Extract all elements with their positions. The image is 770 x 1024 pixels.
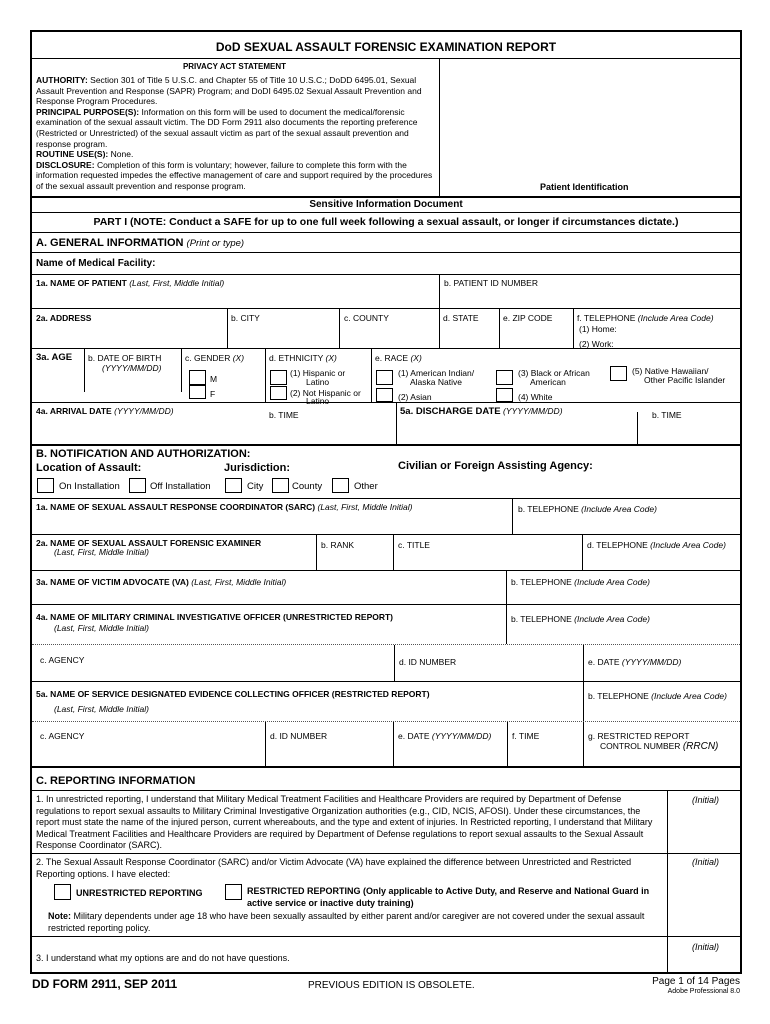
evidence-officer-name-label: 5a. NAME OF SERVICE DESIGNATED EVIDENCE COLLECTING OFFICER (RESTRICTED REPORT) — [36, 689, 430, 699]
safe-examiner-telephone-field[interactable] — [583, 534, 740, 570]
zip-code-label: e. ZIP CODE — [503, 313, 553, 323]
safe-examiner-title-field[interactable] — [394, 534, 582, 570]
victim-advocate-telephone-field[interactable] — [507, 570, 740, 604]
arrival-date-field[interactable] — [32, 402, 265, 444]
investigative-officer-telephone-label: b. TELEPHONE (Include Area Code) — [511, 614, 650, 624]
race-white-label: (4) White — [518, 392, 553, 402]
county-jurisdiction-label: County — [292, 481, 323, 492]
patient-id-field[interactable] — [440, 274, 740, 308]
sarc-name-label: 1a. NAME OF SEXUAL ASSAULT RESPONSE COORDINATOR (SARC) (Last, First, Middle Initial) — [36, 502, 413, 512]
evidence-officer-telephone-label: b. TELEPHONE (Include Area Code) — [588, 691, 727, 701]
arrival-date-label: 4a. ARRIVAL DATE (YYYY/MM/DD) — [36, 406, 174, 416]
form-title: DoD SEXUAL ASSAULT FORENSIC EXAMINATION REPORT — [215, 40, 557, 54]
city-label: b. CITY — [231, 313, 260, 323]
item-3-initial-field[interactable] — [668, 936, 740, 972]
rrcn-field[interactable] — [584, 722, 740, 766]
evidence-time-label: f. TIME — [512, 731, 540, 741]
race-asian-label: (2) Asian — [398, 392, 432, 402]
telephone-label: f. TELEPHONE (Include Area Code) — [577, 313, 714, 323]
city-field[interactable] — [228, 308, 339, 348]
victim-advocate-name-label: 3a. NAME OF VICTIM ADVOCATE (VA) (Last, First, Middle Initial) — [36, 577, 287, 587]
other-jurisdiction-label: Other — [354, 481, 378, 492]
unrestricted-reporting-checkbox[interactable] — [54, 884, 71, 900]
not-hispanic-label: (2) Not Hispanic or — [290, 388, 361, 398]
race-native-hawaiian-checkbox[interactable] — [610, 366, 627, 381]
state-field[interactable] — [440, 308, 499, 348]
investigative-id-number-label: d. ID NUMBER — [399, 657, 457, 667]
race-white-checkbox[interactable] — [496, 388, 513, 402]
gender-f-label: F — [210, 389, 216, 399]
safe-examiner-title-label: c. TITLE — [398, 540, 430, 550]
victim-advocate-name-field[interactable] — [32, 570, 506, 604]
discharge-time-field[interactable] — [638, 402, 740, 444]
discharge-time-label: b. TIME — [652, 410, 682, 420]
part1-note: PART I (NOTE: Conduct a SAFE for up to one full week following a sexual assault, or longer if circumstances dictate.) — [93, 216, 679, 228]
race-american-indian-label-2: Alaska Native — [410, 377, 462, 387]
city-checkbox[interactable] — [225, 478, 242, 493]
evidence-agency-label: c. AGENCY — [40, 731, 85, 741]
safe-examiner-rank-label: b. RANK — [321, 540, 355, 550]
hispanic-checkbox[interactable] — [270, 370, 287, 385]
race-american-indian-checkbox[interactable] — [376, 370, 393, 385]
home-phone-label[interactable]: (1) Home: — [579, 324, 617, 334]
gender-label: c. GENDER (X) — [185, 353, 245, 363]
sensitive-info-label: Sensitive Information Document — [309, 199, 463, 210]
safe-examiner-rank-field[interactable] — [317, 534, 393, 570]
reporting-item-1: 1. In unrestricted reporting, I understand that Military Medical Treatment Facilities and Healthcare Providers are required by Department of Defense regulations to report sexual assaults to Military Criminal Investigative Organization authorities (e.g., CID, NCIS, AFOSI). Under these circumstances, the report must state the name of the injured person, current whereabouts, and the type and extent of injuries. In Restricted reporting, I understand that Military Medical Treatment Facilities and Healthcare Providers are required by Department of Defense regulations to report sexual assaults to the Sexual Assault Response Coordinator (SARC). — [36, 794, 653, 850]
dob-label: b. DATE OF BIRTH — [88, 353, 162, 363]
item-2-initial-label: (Initial) — [692, 857, 720, 867]
work-phone-label[interactable]: (2) Work: — [579, 339, 614, 349]
evidence-time-field[interactable] — [508, 722, 583, 766]
hispanic-label-2: Latino — [306, 377, 330, 387]
race-native-hawaiian-label: (5) Native Hawaiian/ — [632, 366, 709, 376]
sarc-telephone-label: b. TELEPHONE (Include Area Code) — [518, 504, 657, 514]
investigative-officer-name-note: (Last, First, Middle Initial) — [54, 623, 149, 633]
investigative-agency-label: c. AGENCY — [40, 655, 85, 665]
other-checkbox[interactable] — [332, 478, 349, 493]
evidence-officer-telephone-field[interactable] — [584, 681, 740, 721]
evidence-date-field[interactable] — [394, 722, 507, 766]
off-installation-label: Off Installation — [150, 481, 211, 492]
race-black-label-2: American — [530, 377, 566, 387]
safe-examiner-name-note: (Last, First, Middle Initial) — [54, 547, 149, 557]
evidence-officer-name-note: (Last, First, Middle Initial) — [54, 704, 149, 714]
section-c-title: C. REPORTING INFORMATION — [36, 775, 196, 787]
off-installation-checkbox[interactable] — [129, 478, 146, 493]
software-note: Adobe Professional 8.0 — [667, 988, 740, 995]
not-hispanic-checkbox[interactable] — [270, 386, 287, 400]
privacy-statement: AUTHORITY: Section 301 of Title 5 U.S.C. and Chapter 55 of Title 10 U.S.C.; DoDD 6495.01, Sexual Assault Prevention and Response (SAPR) Program; and DoDI 6495.02 Sexual Assault Prevention and Response Program Procedures. PRINCIPAL PURPOSE(S): Information on this form will be used to document the medical/forensic examination of the sexual assault victim. The DD Form 2911 also documents the reporting preference (Restricted or Unrestricted) of the sexual assault victim as part of the sexual assault prevention and response program. ROUTINE USE(S): None. DISCLOSURE: Completion of this form is voluntary; however, failure to complete this form with the information requested impedes the effective management of care and support required by the procedures of the sexual assault prevention and response program. — [36, 75, 433, 191]
county-checkbox[interactable] — [272, 478, 289, 493]
race-american-indian-label: (1) American Indian/ — [398, 368, 475, 378]
restricted-reporting-checkbox[interactable] — [225, 884, 242, 900]
evidence-agency-field[interactable] — [32, 722, 265, 766]
section-b-title: B. NOTIFICATION AND AUTHORIZATION: — [36, 448, 251, 460]
evidence-officer-name-field[interactable] — [32, 681, 583, 721]
rrcn-label: g. RESTRICTED REPORT — [588, 731, 690, 741]
arrival-time-field[interactable] — [266, 402, 396, 444]
investigative-officer-telephone-field[interactable] — [507, 604, 740, 644]
address-label: 2a. ADDRESS — [36, 313, 92, 323]
jurisdiction-label: Jurisdiction: — [224, 462, 291, 474]
age-label: 3a. AGE — [36, 352, 73, 363]
unrestricted-reporting-label: UNRESTRICTED REPORTING — [76, 888, 203, 898]
city-jurisdiction-label: City — [247, 481, 264, 492]
discharge-date-label: 5a. DISCHARGE DATE (YYYY/MM/DD) — [400, 406, 563, 417]
reporting-item-3: 3. I understand what my options are and do not have questions. — [36, 953, 290, 963]
on-installation-label: On Installation — [59, 481, 120, 492]
rrcn-label-2: CONTROL NUMBER (RRCN) — [600, 741, 719, 752]
patient-name-label: 1a. NAME OF PATIENT (Last, First, Middle Initial) — [36, 278, 225, 288]
investigative-agency-field[interactable] — [32, 645, 394, 681]
patient-name-field[interactable] — [32, 274, 439, 308]
assisting-agency-label: Civilian or Foreign Assisting Agency: — [398, 460, 593, 472]
privacy-heading: PRIVACY ACT STATEMENT — [182, 62, 287, 71]
state-label: d. STATE — [443, 313, 479, 323]
form-page — [30, 30, 742, 974]
evidence-id-number-label: d. ID NUMBER — [270, 731, 328, 741]
age-field[interactable] — [32, 348, 84, 392]
item-1-initial-field[interactable] — [668, 790, 740, 853]
safe-examiner-name-label: 2a. NAME OF SEXUAL ASSAULT FORENSIC EXAMINER — [36, 538, 262, 548]
discharge-date-field[interactable] — [397, 402, 637, 444]
victim-advocate-telephone-label: b. TELEPHONE (Include Area Code) — [511, 577, 650, 587]
county-field[interactable] — [340, 308, 438, 348]
safe-examiner-telephone-label: d. TELEPHONE (Include Area Code) — [587, 540, 726, 550]
gender-m-label: M — [210, 374, 218, 384]
investigative-date-label: e. DATE (YYYY/MM/DD) — [588, 657, 682, 667]
patient-id-label: b. PATIENT ID NUMBER — [444, 278, 538, 288]
page-number: Page 1 of 14 Pages — [652, 976, 740, 987]
sarc-telephone-field[interactable] — [513, 498, 740, 534]
reporting-note: Note: Military dependents under age 18 who have been sexually assaulted by either parent and/or caregiver are not covered under the sexual assault restricted reporting policy. — [48, 911, 645, 933]
location-of-assault-label: Location of Assault: — [36, 462, 142, 474]
gender-m-checkbox[interactable] — [189, 370, 206, 385]
evidence-date-label: e. DATE (YYYY/MM/DD) — [398, 731, 492, 741]
item-3-initial-label: (Initial) — [692, 942, 720, 952]
previous-edition-note: PREVIOUS EDITION IS OBSOLETE. — [308, 980, 475, 991]
ethnicity-label: d. ETHNICITY (X) — [269, 353, 337, 363]
dob-format-label: (YYYY/MM/DD) — [102, 363, 162, 373]
item-1-initial-label: (Initial) — [692, 795, 720, 805]
race-label: e. RACE (X) — [375, 353, 422, 363]
address-field[interactable] — [32, 308, 227, 348]
dob-field[interactable] — [85, 348, 181, 392]
patient-identification-label: Patient Identification — [540, 182, 629, 192]
investigative-date-field[interactable] — [584, 645, 740, 681]
item-2-initial-field[interactable] — [668, 853, 740, 936]
county-label: c. COUNTY — [344, 313, 389, 323]
gender-f-checkbox[interactable] — [189, 385, 206, 399]
not-hispanic-label-2: Latino — [306, 396, 330, 406]
sarc-name-field[interactable] — [32, 498, 512, 534]
on-installation-checkbox[interactable] — [37, 478, 54, 493]
safe-examiner-name-field[interactable] — [32, 534, 316, 570]
race-black-label: (3) Black or African — [518, 368, 590, 378]
race-asian-checkbox[interactable] — [376, 388, 393, 402]
reporting-item-2: 2. The Sexual Assault Response Coordinator (SARC) and/or Victim Advocate (VA) have explained the difference between Unrestricted and Restricted Reporting options. I have elected: — [36, 857, 632, 879]
investigative-officer-name-field[interactable] — [32, 604, 506, 644]
medical-facility-label: Name of Medical Facility: — [36, 258, 156, 269]
investigative-id-number-field[interactable] — [395, 645, 583, 681]
race-native-hawaiian-label-2: Other Pacific Islander — [644, 375, 726, 385]
restricted-reporting-label: RESTRICTED REPORTING (Only applicable to Active Duty, and Reserve and National Guard in active service or inactive duty training) — [247, 886, 650, 908]
zip-code-field[interactable] — [500, 308, 573, 348]
hispanic-label: (1) Hispanic or — [290, 368, 346, 378]
investigative-officer-name-label: 4a. NAME OF MILITARY CRIMINAL INVESTIGATIVE OFFICER (UNRESTRICTED REPORT) — [36, 612, 394, 622]
race-black-checkbox[interactable] — [496, 370, 513, 385]
arrival-time-label: b. TIME — [269, 410, 299, 420]
evidence-id-number-field[interactable] — [266, 722, 393, 766]
form-number: DD FORM 2911, SEP 2011 — [32, 977, 178, 991]
section-a-title: A. GENERAL INFORMATION (Print or type) — [36, 237, 245, 249]
